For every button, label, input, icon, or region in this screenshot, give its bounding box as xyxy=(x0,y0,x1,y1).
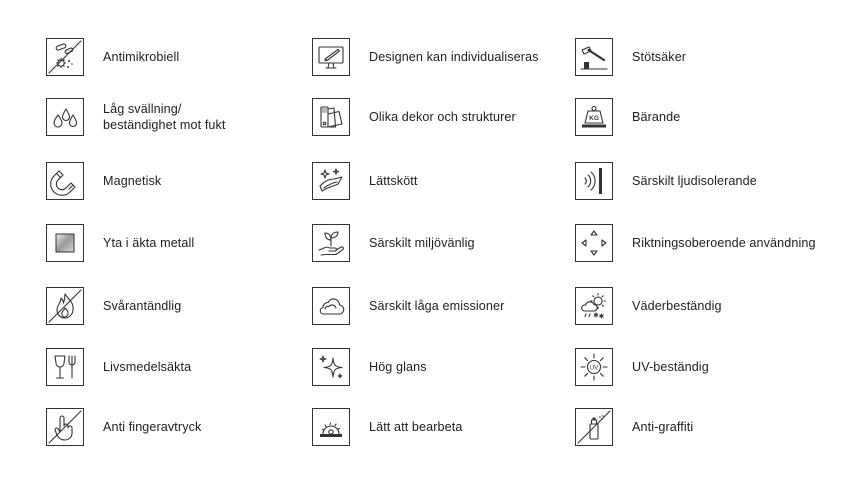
feature-easy-care xyxy=(312,160,418,202)
feature-label: Väderbeständig xyxy=(632,299,722,313)
feature-label: Särskilt ljudisolerande xyxy=(632,174,757,188)
feature-easy-to-work xyxy=(312,406,462,448)
feature-decors-structures xyxy=(312,96,516,138)
feature-label: Lätt att bearbeta xyxy=(369,420,463,434)
weight-kg-text: KG xyxy=(589,115,599,122)
cloud-icon xyxy=(312,287,350,325)
feature-label: Särskilt låga emissioner xyxy=(369,299,505,313)
feature-weather-resistant xyxy=(575,285,722,327)
feature-label: Särskilt miljövänlig xyxy=(369,236,475,250)
feature-label: Magnetisk xyxy=(103,174,162,188)
feature-customizable-design xyxy=(312,36,539,78)
uv-text: UV xyxy=(589,364,599,372)
feature-impact-resistant xyxy=(575,36,686,78)
feature-label: Livsmedelsäkta xyxy=(103,360,192,374)
feature-label: UV-beständig xyxy=(632,360,709,374)
monitor-pen-icon xyxy=(312,38,350,76)
feature-low-swelling xyxy=(46,96,226,138)
feature-metal-surface xyxy=(46,222,194,264)
weight-kg-icon xyxy=(575,98,613,136)
feature-load-bearing xyxy=(575,96,680,138)
feature-label: Riktningsoberoende användning xyxy=(632,236,816,250)
feature-label: Yta i äkta metall xyxy=(103,236,195,250)
feature-uv-resistant xyxy=(575,346,709,388)
feature-label: Lättskött xyxy=(369,174,418,188)
weather-icon xyxy=(575,287,613,325)
feature-label: Anti fingeravtryck xyxy=(103,420,202,434)
feature-label: Hög glans xyxy=(369,360,427,374)
feature-label: Bärande xyxy=(632,110,681,124)
feature-label: Designen kan individualiseras xyxy=(369,50,539,64)
water-drops-icon xyxy=(46,98,84,136)
feature-label: Olika dekor och strukturer xyxy=(369,110,516,124)
feature-label: Låg svällning/ beständighet mot fukt xyxy=(103,102,226,132)
uv-sun-icon xyxy=(575,348,613,386)
spray-can-crossed-icon xyxy=(575,408,613,446)
fingerprint-crossed-icon xyxy=(46,408,84,446)
feature-label: Anti-graffiti xyxy=(632,420,694,434)
feature-sound-insulating xyxy=(575,160,757,202)
direction-arrows-icon xyxy=(575,224,613,262)
feature-high-gloss xyxy=(312,346,427,388)
feature-anti-fingerprint xyxy=(46,406,201,448)
glass-fork-icon xyxy=(46,348,84,386)
sparkling-cloth-icon xyxy=(312,162,350,200)
feature-flame-retardant xyxy=(46,285,181,327)
feature-direction-independent xyxy=(575,222,816,264)
feature-label: Stötsäker xyxy=(632,50,687,64)
hammer-icon xyxy=(575,38,613,76)
plant-hand-icon xyxy=(312,224,350,262)
magnet-icon xyxy=(46,162,84,200)
feature-food-safe xyxy=(46,346,191,388)
feature-eco-friendly xyxy=(312,222,475,264)
feature-anti-graffiti xyxy=(575,406,693,448)
feature-antimicrobial xyxy=(46,36,179,78)
color-swatches-icon xyxy=(312,98,350,136)
metal-surface-icon xyxy=(46,224,84,262)
circular-saw-icon xyxy=(312,408,350,446)
feature-low-emissions xyxy=(312,285,504,327)
sparkle-star-icon xyxy=(312,348,350,386)
antimicrobial-icon xyxy=(46,38,84,76)
feature-label: Antimikrobiell xyxy=(103,50,180,64)
sound-panel-icon xyxy=(575,162,613,200)
feature-magnetic xyxy=(46,160,161,202)
feature-label: Svårantändlig xyxy=(103,299,182,313)
flame-crossed-icon xyxy=(46,287,84,325)
